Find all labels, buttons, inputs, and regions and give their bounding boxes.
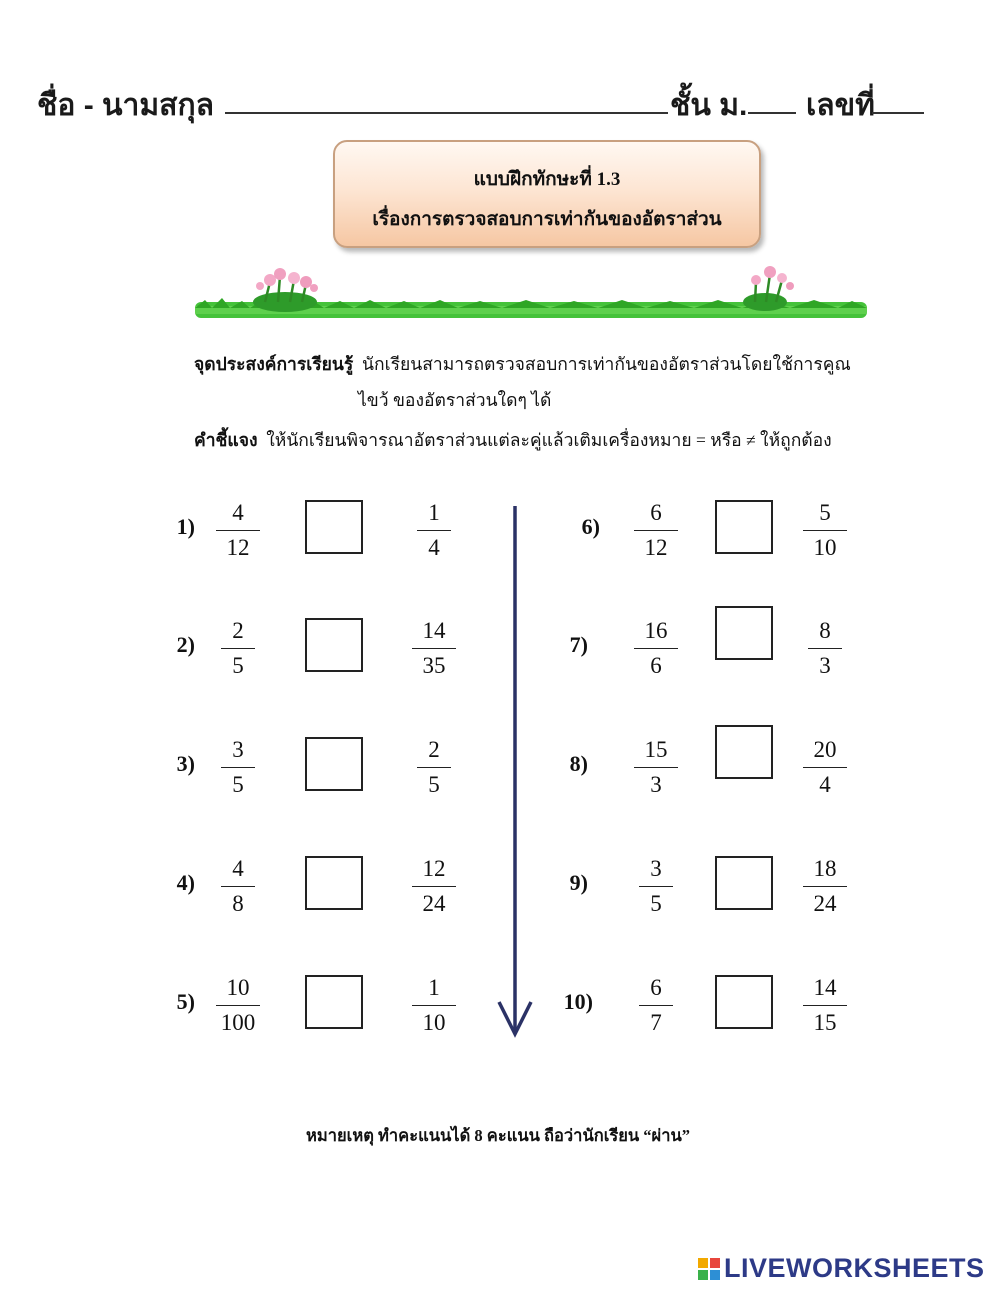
numerator: 6 — [650, 975, 662, 1000]
numerator: 3 — [232, 737, 244, 762]
denominator: 10 — [422, 1010, 446, 1035]
denominator: 5 — [232, 772, 244, 797]
fraction-left — [626, 737, 686, 798]
note-text: หมายเหตุ ทำคะแนนได้ 8 คะแนน ถือว่านักเรียน “ผ่าน” — [306, 1126, 690, 1145]
numerator: 16 — [644, 618, 668, 643]
fraction-bar — [634, 767, 678, 768]
fraction-bar — [803, 1005, 847, 1006]
problem-number: 2) — [176, 632, 195, 657]
down-arrow-icon — [496, 500, 536, 1045]
denominator: 7 — [650, 1010, 662, 1035]
fraction-right — [795, 500, 855, 561]
denominator: 15 — [813, 1010, 837, 1035]
numerator: 18 — [813, 856, 837, 881]
numerator: 20 — [813, 737, 837, 762]
fraction-left — [208, 500, 268, 561]
fraction-bar — [412, 648, 456, 649]
fraction-bar — [417, 530, 451, 531]
instruction-label: คำชี้แจง — [194, 430, 258, 450]
denominator: 8 — [232, 891, 244, 916]
denominator: 6 — [650, 653, 662, 678]
objective-text-2: ไขว้ ของอัตราส่วนใดๆ ได้ — [358, 390, 552, 410]
fraction-right — [795, 618, 855, 679]
fraction-left — [208, 856, 268, 917]
answer-box[interactable] — [715, 500, 773, 554]
answer-box[interactable] — [305, 618, 363, 672]
fraction-bar — [417, 767, 451, 768]
denominator: 4 — [819, 772, 831, 797]
fraction-bar — [634, 648, 678, 649]
fraction-left — [208, 975, 268, 1036]
denominator: 5 — [428, 772, 440, 797]
fraction-left — [208, 737, 268, 798]
problem-number: 7) — [569, 632, 588, 657]
number-field-line[interactable] — [872, 112, 924, 114]
numerator: 15 — [644, 737, 668, 762]
answer-box[interactable] — [715, 975, 773, 1029]
denominator: 24 — [422, 891, 446, 916]
objective-line-1 — [194, 350, 851, 378]
fraction-bar — [639, 886, 673, 887]
liveworksheets-logo — [698, 1253, 985, 1284]
problem-number: 8) — [569, 751, 588, 776]
numerator: 3 — [650, 856, 662, 881]
fraction-right — [795, 737, 855, 798]
fraction-right — [795, 975, 855, 1036]
answer-box[interactable] — [305, 975, 363, 1029]
numerator: 1 — [428, 500, 440, 525]
fraction-bar — [221, 886, 255, 887]
denominator: 5 — [650, 891, 662, 916]
fraction-bar — [803, 530, 847, 531]
fraction-left — [626, 856, 686, 917]
title-line-1: แบบฝึกทักษะที่ 1.3 — [473, 169, 621, 190]
fraction-right — [404, 500, 464, 561]
numerator: 2 — [232, 618, 244, 643]
numerator: 14 — [813, 975, 837, 1000]
answer-box[interactable] — [715, 725, 773, 779]
fraction-bar — [216, 1005, 260, 1006]
flower-left-icon — [253, 268, 318, 312]
problem-number: 5) — [176, 989, 195, 1014]
fraction-bar — [412, 886, 456, 887]
numerator: 10 — [226, 975, 250, 1000]
class-label: ชั้น ม. — [670, 89, 748, 122]
denominator: 12 — [226, 535, 250, 560]
objective-label: จุดประสงค์การเรียนรู้ — [194, 354, 354, 374]
logo-blocks-icon — [698, 1258, 720, 1280]
numerator: 6 — [650, 500, 662, 525]
numerator: 4 — [232, 500, 244, 525]
logo-text: LIVEWORKSHEETS — [724, 1253, 985, 1283]
denominator: 35 — [422, 653, 446, 678]
name-label: ชื่อ - นามสกุล — [37, 89, 215, 122]
fraction-bar — [634, 530, 678, 531]
numerator: 4 — [232, 856, 244, 881]
fraction-bar — [221, 767, 255, 768]
instruction-text: ให้นักเรียนพิจารณาอัตราส่วนแต่ละคู่แล้วเติมเครื่องหมาย = หรือ ≠ ให้ถูกต้อง — [266, 430, 832, 450]
problem-number: 1) — [176, 514, 195, 539]
denominator: 100 — [220, 1010, 256, 1035]
fraction-bar — [412, 1005, 456, 1006]
problem-number: 4) — [176, 870, 195, 895]
fraction-right — [404, 856, 464, 917]
fraction-bar — [803, 886, 847, 887]
fraction-right — [404, 975, 464, 1036]
numerator: 14 — [422, 618, 446, 643]
answer-box[interactable] — [305, 856, 363, 910]
denominator: 3 — [819, 653, 831, 678]
problem-number: 3) — [176, 751, 195, 776]
numerator: 2 — [428, 737, 440, 762]
numerator: 5 — [819, 500, 831, 525]
objective-text-1: นักเรียนสามารถตรวจสอบการเท่ากันของอัตราส่วนโดยใช้การคูณ — [362, 354, 851, 374]
fraction-right — [404, 737, 464, 798]
denominator: 4 — [428, 535, 440, 560]
title-box — [333, 140, 761, 248]
denominator: 10 — [813, 535, 837, 560]
fraction-right — [404, 618, 464, 679]
fraction-bar — [216, 530, 260, 531]
instruction-line — [194, 426, 832, 454]
problem-number: 6) — [581, 514, 600, 539]
answer-box[interactable] — [305, 737, 363, 791]
denominator: 24 — [813, 891, 837, 916]
fraction-right — [795, 856, 855, 917]
fraction-bar — [803, 767, 847, 768]
denominator: 12 — [644, 535, 668, 560]
fraction-left — [626, 975, 686, 1036]
grass-divider-image — [190, 262, 870, 326]
denominator: 5 — [232, 653, 244, 678]
fraction-left — [208, 618, 268, 679]
number-label: เลขที่ — [806, 89, 875, 122]
numerator: 8 — [819, 618, 831, 643]
numerator: 12 — [422, 856, 446, 881]
class-field-line[interactable] — [748, 112, 796, 114]
answer-box[interactable] — [715, 606, 773, 660]
title-line-2: เรื่องการตรวจสอบการเท่ากันของอัตราส่วน — [372, 209, 722, 230]
fraction-bar — [639, 1005, 673, 1006]
denominator: 3 — [650, 772, 662, 797]
fraction-bar — [808, 648, 842, 649]
name-field-line[interactable] — [225, 112, 668, 114]
problem-number: 10) — [563, 989, 593, 1014]
answer-box[interactable] — [305, 500, 363, 554]
fraction-bar — [221, 648, 255, 649]
numerator: 1 — [428, 975, 440, 1000]
problem-number: 9) — [569, 870, 588, 895]
fraction-left — [626, 618, 686, 679]
answer-box[interactable] — [715, 856, 773, 910]
fraction-left — [626, 500, 686, 561]
